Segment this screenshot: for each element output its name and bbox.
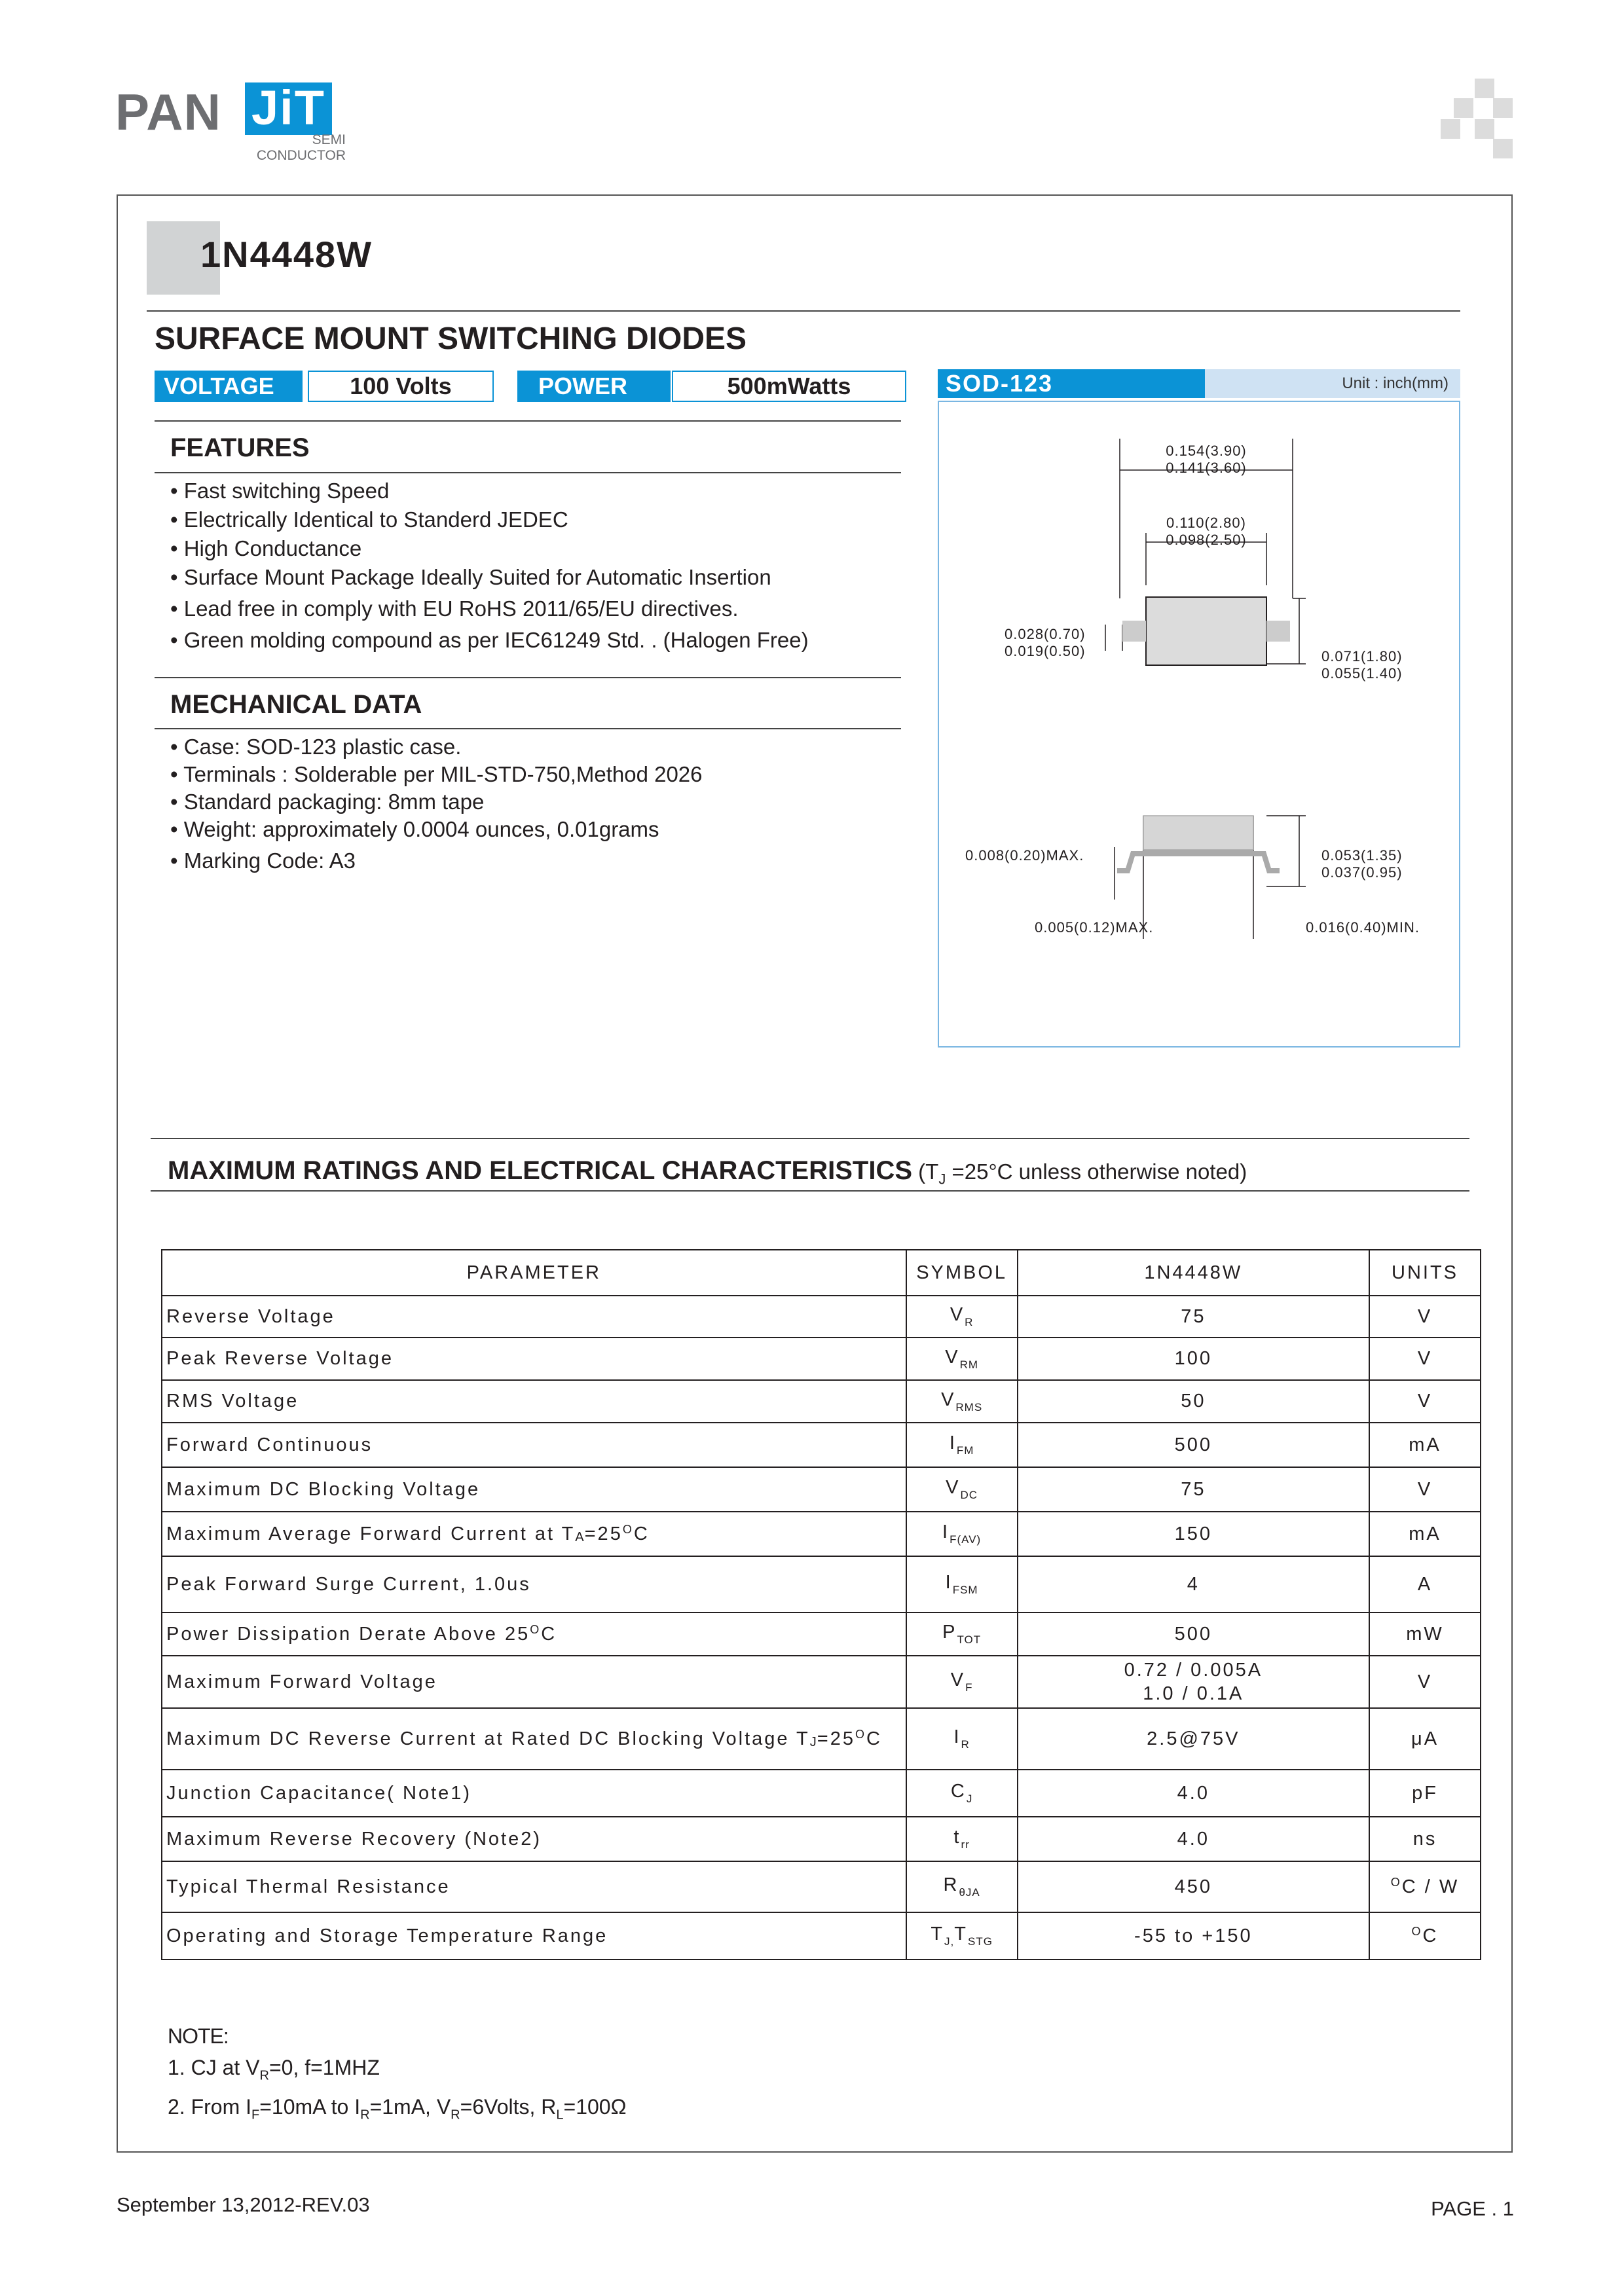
param-cell: Power Dissipation Derate Above $25^OC$ [162, 1613, 906, 1656]
mechanical-item: • Marking Code: A3 [170, 848, 356, 873]
logo-jit-text: JiT [245, 82, 332, 135]
part-number-title: 1N4448W [200, 234, 373, 275]
voltage-value: 100 Volts [308, 371, 494, 402]
power-label: POWER [517, 371, 671, 402]
note-2: 2. From $I_F=10mA$ to $I_R=1mA$, $V_R=6Volts$, $R_L=100\Omega$ [168, 2095, 627, 2123]
unit-cell: A [1369, 1556, 1481, 1613]
param-cell: Maximum Average Forward Current at $T_A=25^OC$ [162, 1512, 906, 1556]
dim-body-length-min: 0.098(2.50) [1166, 532, 1247, 548]
table-row [162, 1656, 1481, 1708]
unit-cell: V [1369, 1380, 1481, 1423]
value-cell: 150 [1018, 1512, 1369, 1556]
table-row [162, 1861, 1481, 1912]
param-cell: Peak Reverse Voltage [162, 1338, 906, 1380]
package-outline-diagram [939, 402, 1459, 1046]
title-divider [147, 310, 1460, 312]
symbol-cell: $C_J$ [906, 1770, 1018, 1817]
unit-cell: μA [1369, 1708, 1481, 1770]
unit-cell: mW [1369, 1613, 1481, 1656]
logo-conductor: CONDUCTOR [256, 148, 346, 163]
product-subtitle: SURFACE MOUNT SWITCHING DIODES [155, 321, 747, 356]
param-cell: Forward Continuous [162, 1423, 906, 1467]
features-underline [155, 472, 901, 473]
unit-cell: $^O$C / W [1369, 1861, 1481, 1912]
value-cell: 450 [1018, 1861, 1369, 1912]
features-top-line [155, 420, 901, 422]
ratings-table [161, 1249, 1481, 1960]
mechanical-item: • Weight: approximately 0.0004 ounces, 0.01grams [170, 817, 659, 841]
value-cell: 75 [1018, 1467, 1369, 1512]
unit-cell: V [1369, 1338, 1481, 1380]
unit-cell: mA [1369, 1423, 1481, 1467]
dim-lead-thickness-max: 0.005(0.12)MAX. [1035, 919, 1154, 936]
param-cell: Maximum DC Blocking Voltage [162, 1467, 906, 1512]
symbol-cell: $I_R$ [906, 1708, 1018, 1770]
note-1: 1. CJ at $V_R=0$, f=1MHZ [168, 2056, 380, 2083]
footer-page: PAGE . 1 [1431, 2197, 1514, 2220]
value-cell: 500 [1018, 1423, 1369, 1467]
dim-lead-width-min: 0.019(0.50) [1005, 643, 1086, 659]
table-row [162, 1512, 1481, 1556]
dim-height-max: 0.053(1.35) [1321, 847, 1403, 864]
unit-cell: pF [1369, 1770, 1481, 1817]
table-row [162, 1423, 1481, 1467]
value-cell: 4 [1018, 1556, 1369, 1613]
param-cell: Maximum Reverse Recovery (Note2) [162, 1817, 906, 1861]
dim-height-min: 0.037(0.95) [1321, 864, 1403, 881]
param-cell: RMS Voltage [162, 1380, 906, 1423]
mechanical-item: • Standard packaging: 8mm tape [170, 790, 485, 814]
header-symbol: SYMBOL [906, 1250, 1018, 1296]
ratings-condition-rest: =25°C unless otherwise noted) [946, 1159, 1247, 1184]
unit-cell: V [1369, 1656, 1481, 1708]
mechanical-underline [155, 728, 901, 729]
dim-lead-width-max: 0.028(0.70) [1005, 626, 1086, 642]
header-units: UNITS [1369, 1250, 1481, 1296]
mechanical-list [170, 733, 703, 875]
value-cell: -55 to +150 [1018, 1912, 1369, 1959]
features-list [170, 477, 809, 655]
dim-lead-length-min: 0.016(0.40)MIN. [1306, 919, 1420, 936]
feature-item: • High Conductance [170, 536, 362, 560]
mechanical-top-line [155, 677, 901, 678]
param-cell: Junction Capacitance( Note1) [162, 1770, 906, 1817]
value-cell: 500 [1018, 1613, 1369, 1656]
table-row [162, 1817, 1481, 1861]
table-row [162, 1708, 1481, 1770]
symbol-cell: $V_F$ [906, 1656, 1018, 1708]
ratings-title-text: MAXIMUM RATINGS AND ELECTRICAL CHARACTERISTICS [168, 1156, 913, 1185]
symbol-cell: $I_{FSM}$ [906, 1556, 1018, 1613]
value-cell: 2.5@75V [1018, 1708, 1369, 1770]
ratings-title [168, 1156, 1247, 1188]
dim-standoff-max: 0.008(0.20)MAX. [965, 847, 1084, 864]
table-row [162, 1770, 1481, 1817]
mechanical-title: MECHANICAL DATA [170, 690, 422, 719]
logo-pan-text: PAN [115, 83, 221, 141]
package-name: SOD-123 [938, 369, 1205, 398]
logo-subtitle [257, 132, 346, 164]
table-row [162, 1338, 1481, 1380]
unit-cell: V [1369, 1467, 1481, 1512]
voltage-label: VOLTAGE [155, 371, 303, 402]
dim-body-width-max: 0.071(1.80) [1321, 648, 1403, 665]
value-cell: 4.0 [1018, 1817, 1369, 1861]
symbol-cell: $V_{RM}$ [906, 1338, 1018, 1380]
param-cell: Reverse Voltage [162, 1296, 906, 1338]
param-cell: Operating and Storage Temperature Range [162, 1912, 906, 1959]
table-row [162, 1912, 1481, 1959]
symbol-cell: $V_{RMS}$ [906, 1380, 1018, 1423]
package-drawing [938, 401, 1460, 1048]
symbol-cell: $T_{J,}T_{STG}$ [906, 1912, 1018, 1959]
power-value: 500mWatts [672, 371, 906, 402]
table-row [162, 1296, 1481, 1338]
unit-cell: $^O$C [1369, 1912, 1481, 1959]
ratings-bottom-line [151, 1190, 1469, 1192]
dim-body-width-min: 0.055(1.40) [1321, 665, 1403, 682]
param-cell: Peak Forward Surge Current, 1.0us [162, 1556, 906, 1613]
header-parameter: PARAMETER [162, 1250, 906, 1296]
ratings-condition-sub: J [938, 1171, 946, 1188]
package-unit: Unit : inch(mm) [1342, 374, 1449, 392]
unit-cell: V [1369, 1296, 1481, 1338]
notes [168, 2020, 627, 2131]
mechanical-item: • Case: SOD-123 plastic case. [170, 735, 462, 759]
param-cell: Typical Thermal Resistance [162, 1861, 906, 1912]
features-title: FEATURES [170, 433, 310, 462]
notes-title: NOTE: [168, 2024, 229, 2048]
ratings-top-line [151, 1138, 1469, 1139]
decorative-pattern-icon [1441, 79, 1513, 157]
footer-date: September 13,2012-REV.03 [117, 2193, 370, 2216]
symbol-cell: $I_{FM}$ [906, 1423, 1018, 1467]
unit-cell: ns [1369, 1817, 1481, 1861]
dim-body-length-max: 0.110(2.80) [1166, 515, 1246, 531]
symbol-cell: $R_{\theta JA}$ [906, 1861, 1018, 1912]
value-cell: 50 [1018, 1380, 1369, 1423]
value-cell: 100 [1018, 1338, 1369, 1380]
ratings-condition-open: (T [912, 1159, 939, 1184]
param-cell: Maximum DC Reverse Current at Rated DC Blocking Voltage $T_J=25^OC$ [162, 1708, 906, 1770]
symbol-cell: $I_{F(AV)}$ [906, 1512, 1018, 1556]
feature-item: • Surface Mount Package Ideally Suited for Automatic Insertion [170, 565, 771, 589]
value-cell: 0.72 / 0.005A 1.0 / 0.1A [1018, 1656, 1369, 1708]
dim-overall-length-max: 0.154(3.90) [1166, 443, 1247, 459]
symbol-cell: $t_{rr}$ [906, 1817, 1018, 1861]
feature-item: • Fast switching Speed [170, 479, 390, 503]
table-row [162, 1613, 1481, 1656]
table-row [162, 1380, 1481, 1423]
header-part: 1N4448W [1018, 1250, 1369, 1296]
logo-semi: SEMI [312, 132, 346, 147]
feature-item: • Green molding compound as per IEC61249 Std. . (Halogen Free) [170, 628, 809, 652]
symbol-cell: $P_{TOT}$ [906, 1613, 1018, 1656]
company-logo [115, 80, 351, 172]
table-row [162, 1467, 1481, 1512]
feature-item: • Electrically Identical to Standerd JEDEC [170, 507, 568, 532]
table-row [162, 1556, 1481, 1613]
param-cell: Maximum Forward Voltage [162, 1656, 906, 1708]
symbol-cell: $V_R$ [906, 1296, 1018, 1338]
value-cell: 4.0 [1018, 1770, 1369, 1817]
dim-overall-length-min: 0.141(3.60) [1166, 460, 1247, 476]
feature-item: • Lead free in comply with EU RoHS 2011/65/EU directives. [170, 596, 739, 621]
unit-cell: mA [1369, 1512, 1481, 1556]
mechanical-item: • Terminals : Solderable per MIL-STD-750,Method 2026 [170, 762, 703, 786]
symbol-cell: $V_{DC}$ [906, 1467, 1018, 1512]
value-cell: 75 [1018, 1296, 1369, 1338]
table-header-row [162, 1250, 1481, 1296]
